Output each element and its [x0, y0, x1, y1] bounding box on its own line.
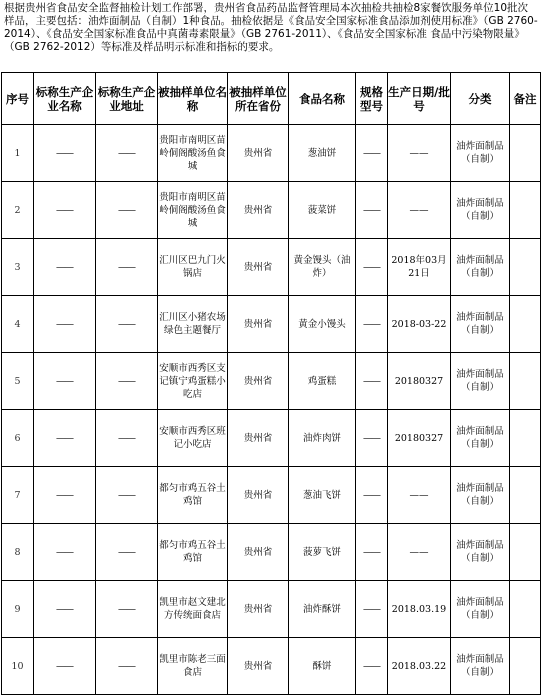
cell-seq: 4 [2, 296, 34, 353]
cell-sampled-unit: 凯里市赵文建北方传统面食店 [158, 581, 228, 638]
header-category: 分类 [451, 73, 510, 125]
cell-province: 贵州省 [228, 410, 289, 467]
cell-production-date: 20180327 [388, 353, 451, 410]
table-row [2, 638, 541, 695]
cell-category: 油炸面制品（自制） [451, 581, 510, 638]
intro-paragraph: 根据贵州省食品安全监督抽检计划工作部署，贵州省食品药品监督管理局本次抽检共抽检8家餐饮服务单位10批次样品，主要包括：油炸面制品（自制）1种食品。抽检依据是《食品安全国家标准食品添加剂使用标准》（GB 2760-2014）、《食品安全国家标准食品中真菌毒素限量》（GB 2761-2011）、《食品安全国家标准 食品中污染物限量》（GB 2762-2012）等标准及样品明示标准和指标的要求。 [4, 2, 538, 53]
cell-category: 油炸面制品（自制） [451, 182, 510, 239]
cell-seq: 2 [2, 182, 34, 239]
cell-manufacturer-address: —— [96, 182, 158, 239]
cell-sampled-unit: 贵阳市南明区苗岭侗阁酸汤鱼食城 [158, 125, 228, 182]
cell-manufacturer-name: —— [34, 182, 96, 239]
cell-production-date: —— [388, 524, 451, 581]
sampling-results-table [1, 72, 541, 695]
cell-remarks [510, 353, 541, 410]
cell-food-name: 油炸肉饼 [289, 410, 356, 467]
cell-sampled-unit: 都匀市鸡五谷土鸡馆 [158, 524, 228, 581]
cell-manufacturer-name: —— [34, 410, 96, 467]
cell-food-name: 酥饼 [289, 638, 356, 695]
cell-province: 贵州省 [228, 125, 289, 182]
cell-manufacturer-address: —— [96, 353, 158, 410]
cell-production-date: —— [388, 182, 451, 239]
cell-remarks [510, 638, 541, 695]
cell-manufacturer-address: —— [96, 296, 158, 353]
cell-sampled-unit: 安顺市西秀区班记小吃店 [158, 410, 228, 467]
cell-sampled-unit: 汇川区巴九门火锅店 [158, 239, 228, 296]
header-manufacturer-address: 标称生产企业地址 [96, 73, 158, 125]
cell-province: 贵州省 [228, 638, 289, 695]
cell-food-name: 菠萝飞饼 [289, 524, 356, 581]
cell-manufacturer-address: —— [96, 524, 158, 581]
cell-manufacturer-address: —— [96, 125, 158, 182]
header-sampled-unit: 被抽样单位名称 [158, 73, 228, 125]
cell-province: 贵州省 [228, 524, 289, 581]
cell-food-name: 鸡蛋糕 [289, 353, 356, 410]
cell-province: 贵州省 [228, 581, 289, 638]
cell-remarks [510, 182, 541, 239]
cell-food-name: 菠菜饼 [289, 182, 356, 239]
table-row [2, 296, 541, 353]
cell-seq: 9 [2, 581, 34, 638]
header-production-date: 生产日期/批号 [388, 73, 451, 125]
table-header-row [2, 73, 541, 125]
cell-category: 油炸面制品（自制） [451, 239, 510, 296]
cell-category: 油炸面制品（自制） [451, 410, 510, 467]
table-row [2, 239, 541, 296]
cell-province: 贵州省 [228, 353, 289, 410]
header-food-name: 食品名称 [289, 73, 356, 125]
cell-spec: —— [356, 296, 388, 353]
cell-category: 油炸面制品（自制） [451, 524, 510, 581]
cell-seq: 6 [2, 410, 34, 467]
table-row [2, 410, 541, 467]
cell-seq: 7 [2, 467, 34, 524]
cell-seq: 8 [2, 524, 34, 581]
cell-category: 油炸面制品（自制） [451, 638, 510, 695]
cell-spec: —— [356, 353, 388, 410]
header-remarks: 备注 [510, 73, 541, 125]
cell-seq: 10 [2, 638, 34, 695]
cell-sampled-unit: 凯里市陈老三面食店 [158, 638, 228, 695]
cell-manufacturer-address: —— [96, 410, 158, 467]
cell-remarks [510, 581, 541, 638]
cell-manufacturer-name: —— [34, 524, 96, 581]
cell-manufacturer-name: —— [34, 239, 96, 296]
cell-production-date: —— [388, 125, 451, 182]
cell-seq: 5 [2, 353, 34, 410]
cell-production-date: 20180327 [388, 410, 451, 467]
cell-production-date: 2018-03-22 [388, 296, 451, 353]
cell-production-date: —— [388, 467, 451, 524]
cell-food-name: 油炸酥饼 [289, 581, 356, 638]
cell-category: 油炸面制品（自制） [451, 296, 510, 353]
cell-remarks [510, 296, 541, 353]
cell-spec: —— [356, 182, 388, 239]
cell-manufacturer-address: —— [96, 581, 158, 638]
table-row [2, 581, 541, 638]
cell-remarks [510, 467, 541, 524]
cell-spec: —— [356, 239, 388, 296]
cell-province: 贵州省 [228, 467, 289, 524]
cell-spec: —— [356, 410, 388, 467]
cell-province: 贵州省 [228, 182, 289, 239]
cell-seq: 1 [2, 125, 34, 182]
cell-manufacturer-name: —— [34, 125, 96, 182]
cell-manufacturer-address: —— [96, 239, 158, 296]
table-row [2, 524, 541, 581]
cell-sampled-unit: 安顺市西秀区支记镇宁鸡蛋糕小吃店 [158, 353, 228, 410]
table-row [2, 182, 541, 239]
cell-spec: —— [356, 524, 388, 581]
cell-production-date: 2018年03月21日 [388, 239, 451, 296]
cell-manufacturer-name: —— [34, 353, 96, 410]
cell-province: 贵州省 [228, 239, 289, 296]
cell-remarks [510, 125, 541, 182]
cell-sampled-unit: 贵阳市南明区苗岭侗阁酸汤鱼食城 [158, 182, 228, 239]
header-province: 被抽样单位所在省份 [228, 73, 289, 125]
cell-spec: —— [356, 638, 388, 695]
cell-category: 油炸面制品（自制） [451, 353, 510, 410]
table-row [2, 125, 541, 182]
cell-manufacturer-name: —— [34, 467, 96, 524]
cell-production-date: 2018.03.19 [388, 581, 451, 638]
cell-seq: 3 [2, 239, 34, 296]
cell-remarks [510, 524, 541, 581]
cell-food-name: 黄金小馒头 [289, 296, 356, 353]
cell-spec: —— [356, 467, 388, 524]
cell-manufacturer-name: —— [34, 581, 96, 638]
cell-province: 贵州省 [228, 296, 289, 353]
cell-spec: —— [356, 581, 388, 638]
header-spec: 规格型号 [356, 73, 388, 125]
cell-food-name: 黄金馒头（油炸） [289, 239, 356, 296]
table-row [2, 353, 541, 410]
cell-manufacturer-name: —— [34, 296, 96, 353]
cell-sampled-unit: 汇川区小猪农场绿色主题餐厅 [158, 296, 228, 353]
header-seq: 序号 [2, 73, 34, 125]
cell-spec: —— [356, 125, 388, 182]
cell-production-date: 2018.03.22 [388, 638, 451, 695]
cell-manufacturer-address: —— [96, 467, 158, 524]
cell-remarks [510, 410, 541, 467]
table-row [2, 467, 541, 524]
cell-category: 油炸面制品（自制） [451, 467, 510, 524]
cell-category: 油炸面制品（自制） [451, 125, 510, 182]
header-manufacturer-name: 标称生产企业名称 [34, 73, 96, 125]
cell-food-name: 葱油飞饼 [289, 467, 356, 524]
cell-remarks [510, 239, 541, 296]
cell-sampled-unit: 都匀市鸡五谷土鸡馆 [158, 467, 228, 524]
cell-manufacturer-name: —— [34, 638, 96, 695]
cell-food-name: 葱油饼 [289, 125, 356, 182]
cell-manufacturer-address: —— [96, 638, 158, 695]
